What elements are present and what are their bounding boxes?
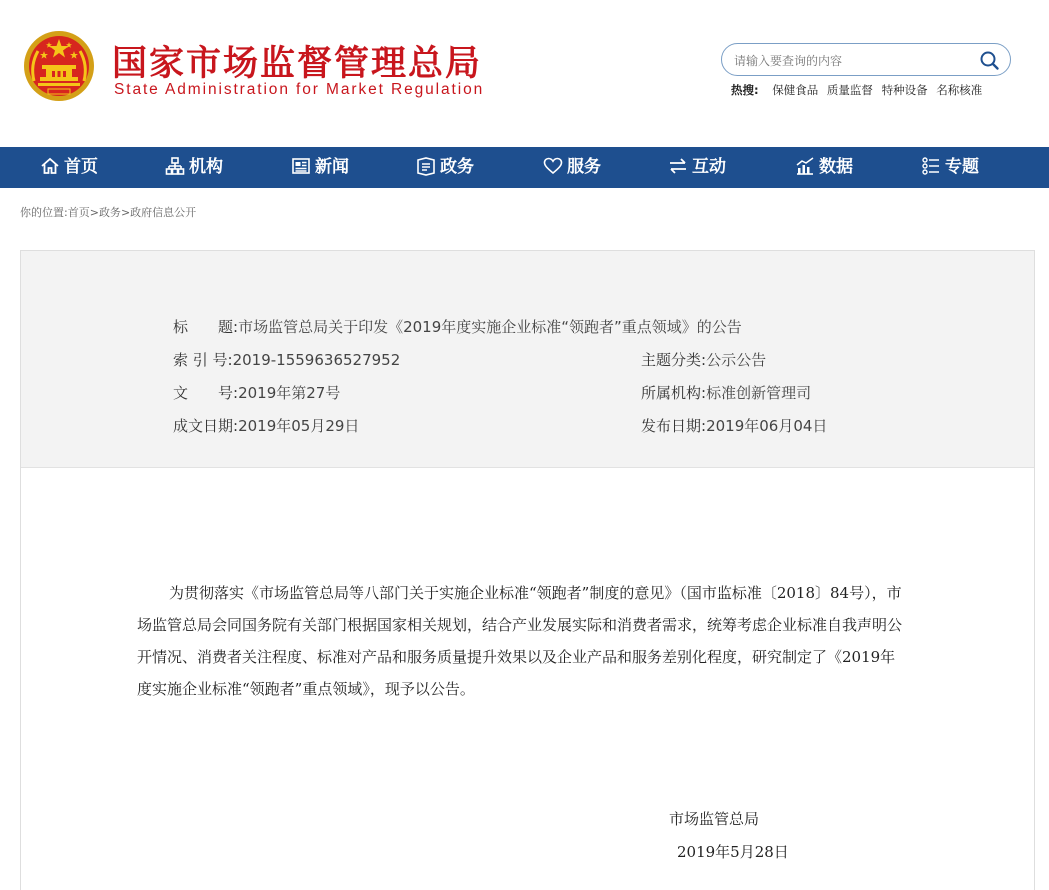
hot-link-health-food[interactable]: 保健食品 — [772, 83, 819, 97]
article-body-paragraph: 为贯彻落实《市场监管总局等八部门关于实施企业标准“领跑者”制度的意见》（国市监标准〔2018〕84号），市场监管总局会同国务院有关部门根据国家相关规划，结合产业发展实际和消费者需求，统筹考虑企业标准自我声明公开情况、消费者关注程度、标准对产品和服务质量提升效果以及企业产品和服务差别化程度，研究制定了《2019年度实施企业标准“领跑者”重点领域》，现予以公告。 — [137, 584, 903, 698]
data-chart-icon — [795, 156, 815, 176]
meta-index-value: 2019-1559636527952 — [232, 351, 401, 369]
nav-item-org[interactable] — [165, 147, 223, 188]
meta-agency-label: 所属机构: — [641, 384, 707, 402]
breadcrumb-gov-affairs[interactable]: 政务 — [98, 206, 121, 219]
nav-label: 新闻 — [315, 157, 349, 177]
org-chart-icon — [165, 156, 185, 176]
nav-item-news[interactable] — [291, 147, 349, 188]
meta-index-label: 索 引 号: — [173, 351, 233, 369]
meta-published-value: 2019年06月04日 — [706, 417, 828, 435]
nav-label: 政务 — [440, 157, 474, 177]
meta-published-label: 发布日期: — [641, 417, 707, 435]
heart-icon — [543, 156, 563, 176]
nav-label: 数据 — [819, 157, 853, 177]
nav-label: 互动 — [692, 157, 726, 177]
meta-doc-no-row — [173, 382, 340, 403]
search-icon[interactable] — [979, 50, 1000, 71]
search-box — [721, 43, 1011, 76]
national-emblem-icon[interactable] — [22, 29, 96, 103]
breadcrumb — [20, 204, 196, 220]
meta-doc-no-label: 文 号: — [173, 384, 239, 402]
meta-title-value: 市场监管总局关于印发《2019年度实施企业标准“领跑者”重点领域》的公告 — [238, 318, 742, 336]
site-header — [0, 0, 1049, 147]
meta-doc-no-value: 2019年第27号 — [238, 384, 341, 402]
article-meta — [21, 251, 1034, 468]
meta-title-label: 标 题: — [173, 318, 239, 336]
meta-index-row — [173, 349, 400, 370]
main-nav — [0, 147, 1049, 188]
hot-link-quality[interactable]: 质量监督 — [826, 83, 873, 97]
meta-agency-row — [641, 382, 811, 403]
meta-category-label: 主题分类: — [641, 351, 707, 369]
breadcrumb-separator: > — [89, 206, 99, 219]
breadcrumb-home[interactable]: 首页 — [67, 206, 90, 219]
hot-link-special-equipment[interactable]: 特种设备 — [881, 83, 928, 97]
search-input[interactable] — [732, 49, 976, 72]
news-icon — [291, 156, 311, 176]
signature-org: 市场监管总局 — [669, 810, 760, 828]
meta-category-row — [641, 349, 766, 370]
home-icon — [40, 156, 60, 176]
nav-label: 首页 — [64, 157, 98, 177]
hot-search — [731, 82, 987, 98]
hot-search-label: 热搜: — [731, 83, 759, 97]
nav-item-topics[interactable] — [921, 147, 979, 188]
signature-date: 2019年5月28日 — [677, 843, 789, 861]
meta-published-row — [641, 415, 827, 436]
nav-label: 机构 — [189, 157, 223, 177]
breadcrumb-gov-info[interactable]: 政府信息公开 — [130, 206, 197, 219]
meta-agency-value: 标准创新管理司 — [706, 384, 812, 402]
site-title-en[interactable]: State Administration for Market Regulation — [114, 81, 485, 98]
nav-label: 专题 — [945, 157, 979, 177]
meta-created-value: 2019年05月29日 — [238, 417, 360, 435]
nav-item-gov-affairs[interactable] — [416, 147, 474, 188]
site-title-cn[interactable]: 国家市场监督管理总局 — [112, 44, 483, 84]
meta-created-label: 成文日期: — [173, 417, 239, 435]
article-card — [20, 250, 1035, 890]
breadcrumb-separator: > — [120, 206, 131, 219]
nav-label: 服务 — [567, 157, 601, 177]
meta-created-row — [173, 415, 359, 436]
breadcrumb-prefix: 你的位置: — [20, 206, 68, 219]
meta-title-row — [173, 316, 742, 337]
nav-item-data[interactable] — [795, 147, 853, 188]
hot-link-name-approval[interactable]: 名称核准 — [936, 83, 983, 97]
meta-category-value: 公示公告 — [706, 351, 767, 369]
exchange-arrows-icon — [668, 156, 688, 176]
government-affairs-icon — [416, 156, 436, 176]
nav-item-service[interactable] — [543, 147, 601, 188]
topic-list-icon — [921, 156, 941, 176]
nav-item-interaction[interactable] — [668, 147, 726, 188]
nav-item-home[interactable] — [40, 147, 98, 188]
